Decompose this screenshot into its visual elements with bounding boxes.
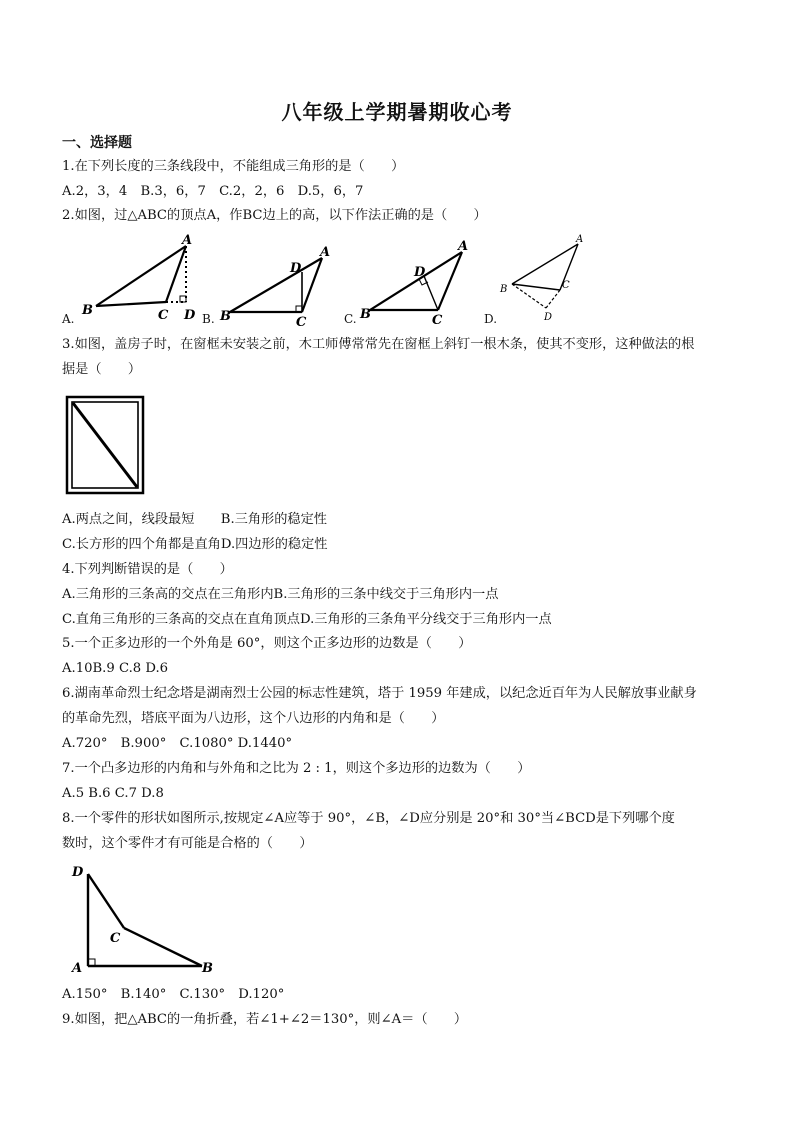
q8-point-B: B [202, 961, 213, 976]
q2-option-d: D. [484, 312, 498, 326]
q2-option-a: A. [62, 312, 75, 326]
q4-stem: 4.下列判断错误的是（ ） [62, 562, 233, 577]
q2a-point-B: B [82, 303, 93, 318]
q2-option-b: B. [202, 312, 215, 326]
q8-stem-line1: 8.一个零件的形状如图所示,按规定∠A应等于 90°，∠B，∠D应分别是 20°和 30°当∠BCD是下列哪个度 [62, 811, 675, 826]
q5-stem: 5.一个正多边形的一个外角是 60°，则这个正多边形的边数是（ ） [62, 636, 472, 651]
q3-window-frame-figure [64, 394, 146, 496]
q2b-point-D: D [290, 261, 302, 276]
q1-stem: 1.在下列长度的三条线段中，不能组成三角形的是（ ） [62, 159, 405, 174]
q3-stem-line2: 据是（ ） [62, 362, 142, 377]
q3-options-line2: C.长方形的四个角都是直角D.四边形的稳定性 [62, 537, 328, 552]
q2c-point-C: C [432, 313, 443, 328]
q2-figures [60, 232, 620, 332]
q7-options: A.5 B.6 C.7 D.8 [62, 786, 164, 801]
q2a-point-C: C [158, 308, 169, 323]
q6-options: A.720° B.900° C.1080° D.1440° [62, 736, 293, 751]
q2c-point-B: B [360, 307, 371, 322]
q6-stem-line1: 6.湖南革命烈士纪念塔是湖南烈士公园的标志性建筑，塔于 1959 年建成，以纪念近百年为人民解放事业献身 [62, 686, 697, 701]
q3-options-line1: A.两点之间，线段最短 B.三角形的稳定性 [62, 512, 327, 527]
q2-figure-c [359, 239, 468, 328]
q2d-point-B: B [500, 284, 508, 295]
q2a-point-A: A [182, 233, 193, 248]
q8-part-figure [66, 862, 226, 980]
q4-options-line2: C.直角三角形的三条高的交点在直角顶点D.三角形的三条角平分线交于三角形内一点 [62, 612, 552, 627]
page-title: 八年级上学期暑期收心考 [281, 100, 513, 124]
section-heading: 一、选择题 [62, 135, 132, 151]
q2c-point-D: D [414, 265, 426, 280]
q2c-point-A: A [458, 239, 469, 254]
q2b-point-B: B [220, 309, 231, 324]
q2-stem: 2.如图，过△ABC的顶点A，作BC边上的高，以下作法正确的是（ ） [62, 208, 487, 223]
q8-point-C: C [110, 931, 121, 946]
q3-stem-line1: 3.如图，盖房子时，在窗框未安装之前，木工师傅常常先在窗框上斜钉一根木条，使其不变形，这种做法的根 [62, 337, 695, 352]
q2b-point-A: A [320, 245, 331, 260]
q6-stem-line2: 的革命先烈，塔底平面为八边形，这个八边形的内角和是（ ） [62, 711, 445, 726]
q2-figure-a [81, 233, 196, 323]
q2b-point-C: C [296, 315, 307, 330]
q2d-point-A: A [576, 234, 584, 245]
q8-point-A: A [72, 961, 83, 976]
q8-options: A.150° B.140° C.130° D.120° [62, 987, 285, 1002]
q2-figure-d [499, 234, 583, 323]
q2d-point-D: D [544, 312, 553, 323]
q5-options: A.10B.9 C.8 D.6 [62, 661, 169, 676]
q2-option-c: C. [344, 312, 357, 326]
q2d-point-C: C [562, 280, 570, 291]
q9-stem: 9.如图，把△ABC的一角折叠，若∠1+∠2＝130°，则∠A＝（ ） [62, 1012, 468, 1027]
q2-figure-b [219, 245, 330, 330]
q8-point-D: D [72, 865, 84, 880]
q8-stem-line2: 数时，这个零件才有可能是合格的（ ） [62, 836, 313, 851]
q4-options-line1: A.三角形的三条高的交点在三角形内B.三角形的三条中线交于三角形内一点 [62, 587, 499, 602]
q7-stem: 7.一个凸多边形的内角和与外角和之比为 2 : 1，则这个多边形的边数为（ ） [62, 761, 531, 776]
q1-options: A.2，3，4 B.3，6，7 C.2，2，6 D.5，6，7 [62, 184, 364, 199]
q2a-point-D: D [184, 308, 196, 323]
